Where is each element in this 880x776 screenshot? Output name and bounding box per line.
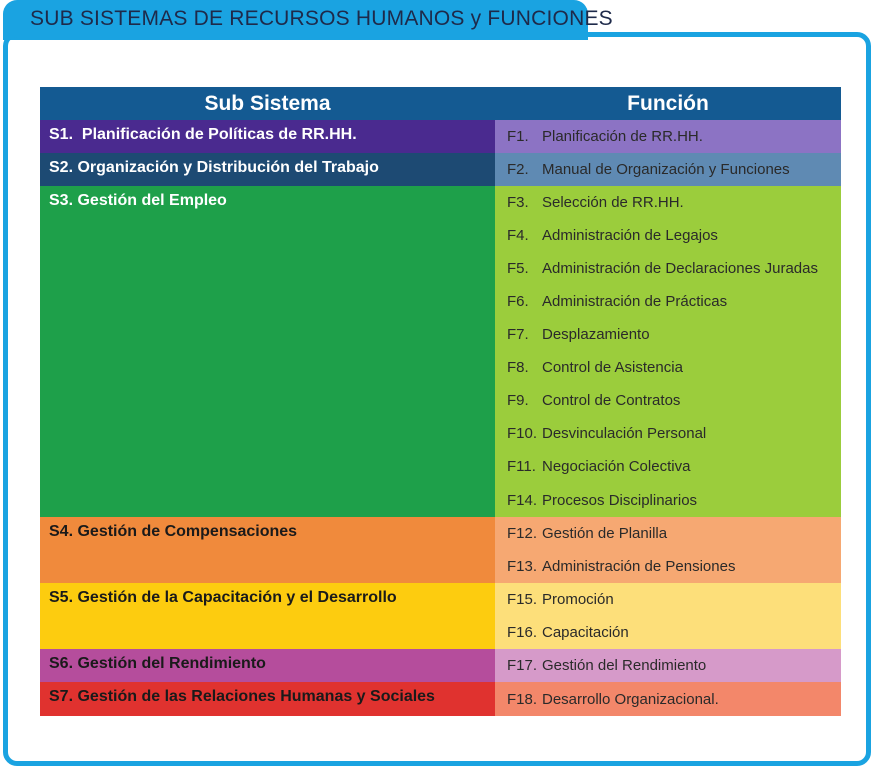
subsystem-code: S5. <box>49 589 74 606</box>
function-row-f6: F6. Administración de Prácticas <box>495 285 841 318</box>
function-row-f4: F4. Administración de Legajos <box>495 219 841 252</box>
function-row-f5: F5. Administración de Declaraciones Juradas <box>495 252 841 285</box>
function-row-f11: F11. Negociación Colectiva <box>495 450 841 483</box>
subsystem-name: Gestión de Compensaciones <box>77 523 298 540</box>
subsystem-name: Gestión del Rendimiento <box>77 655 266 672</box>
subsystem-row-s6 <box>40 649 495 682</box>
subsystem-row-s3 <box>40 186 495 517</box>
subsystem-code: S4. <box>49 523 74 540</box>
subsystem-code: S2. <box>49 159 74 176</box>
subsystem-code: S7. <box>49 688 74 705</box>
function-row-f8: F8. Control de Asistencia <box>495 351 841 384</box>
subsystem-name: Gestión de la Capacitación y el Desarrollo <box>77 589 397 606</box>
subsystem-row-s1 <box>40 120 495 153</box>
function-row-f17: F17. Gestión del Rendimiento <box>495 649 841 682</box>
function-row-f2: F2. Manual de Organización y Funciones <box>495 153 841 186</box>
subsystem-row-s4 <box>40 517 495 583</box>
subsystem-name: Planificación de Políticas de RR.HH. <box>81 126 357 143</box>
subsystems-table <box>40 87 841 716</box>
function-row-f18: F18. Desarrollo Organizacional. <box>495 682 841 716</box>
function-row-f1: F1. Planificación de RR.HH. <box>495 120 841 153</box>
function-row-f14: F14. Procesos Disciplinarios <box>495 483 841 517</box>
subsystem-name: Organización y Distribución del Trabajo <box>77 159 379 176</box>
function-row-f7: F7. Desplazamiento <box>495 318 841 351</box>
subsystem-name: Gestión del Empleo <box>77 192 227 209</box>
function-row-f15: F15. Promoción <box>495 583 841 616</box>
function-row-f16: F16. Capacitación <box>495 616 841 649</box>
subsystem-code: S1. <box>49 126 74 143</box>
subsystem-name: Gestión de las Relaciones Humanas y Sociales <box>77 688 435 705</box>
page-title: SUB SISTEMAS DE RECURSOS HUMANOS y FUNCIONES <box>30 7 613 30</box>
function-row-f9: F9. Control de Contratos <box>495 384 841 417</box>
subsystem-row-s5 <box>40 583 495 649</box>
subsystem-code: S6. <box>49 655 74 672</box>
function-row-f13: F13. Administración de Pensiones <box>495 550 841 583</box>
header-function: Función <box>495 87 841 120</box>
function-row-f10: F10. Desvinculación Personal <box>495 417 841 450</box>
function-row-f12: F12. Gestión de Planilla <box>495 517 841 550</box>
function-row-f3: F3. Selección de RR.HH. <box>495 186 841 219</box>
subsystem-row-s2 <box>40 153 495 186</box>
subsystem-code: S3. <box>49 192 74 209</box>
header-subsystem: Sub Sistema <box>40 87 495 120</box>
subsystem-row-s7 <box>40 682 495 716</box>
